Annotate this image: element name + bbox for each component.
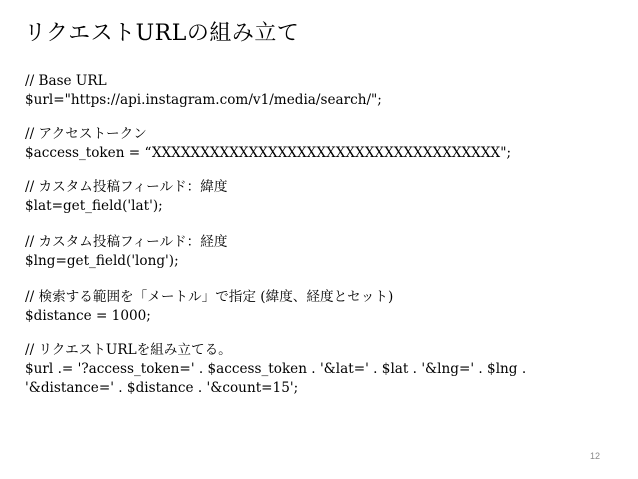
latitude-line: $lat=get_field('lat'); <box>25 198 163 214</box>
request-url-comment: // リクエストURLを組み立てる。 <box>25 342 232 358</box>
slide-title: リクエストURLの組み立て <box>24 21 300 46</box>
request-url-line: $url .= '?access_token=' . $access_token . '&lat=' . $lat . '&lng=' . $lng . <box>25 361 527 377</box>
spacer <box>25 163 625 178</box>
latitude-comment: // カスタム投稿フィールド：緯度 <box>25 179 228 195</box>
distance-line: $distance = 1000; <box>25 308 151 324</box>
code-block <box>25 72 625 398</box>
base-url-comment: // Base URL <box>25 73 107 89</box>
spacer <box>25 271 625 288</box>
spacer <box>25 110 625 125</box>
access-token-line: $access_token = “XXXXXXXXXXXXXXXXXXXXXXXXXXXXXXXXXXXX"; <box>25 145 512 161</box>
request-url-line-continued: '&distance=' . $distance . '&count=15'; <box>25 380 299 396</box>
longitude-comment: // カスタム投稿フィールド：経度 <box>25 234 228 250</box>
spacer <box>25 216 625 233</box>
spacer <box>25 326 625 341</box>
page-number: 12 <box>590 451 601 461</box>
base-url-line: $url="https://api.instagram.com/v1/media/search/"; <box>25 92 382 108</box>
longitude-line: $lng=get_field('long'); <box>25 253 179 269</box>
distance-comment: // 検索する範囲を「メートル」で指定 (緯度、経度とセット) <box>25 289 394 305</box>
access-token-comment: // アクセストークン <box>25 126 147 142</box>
